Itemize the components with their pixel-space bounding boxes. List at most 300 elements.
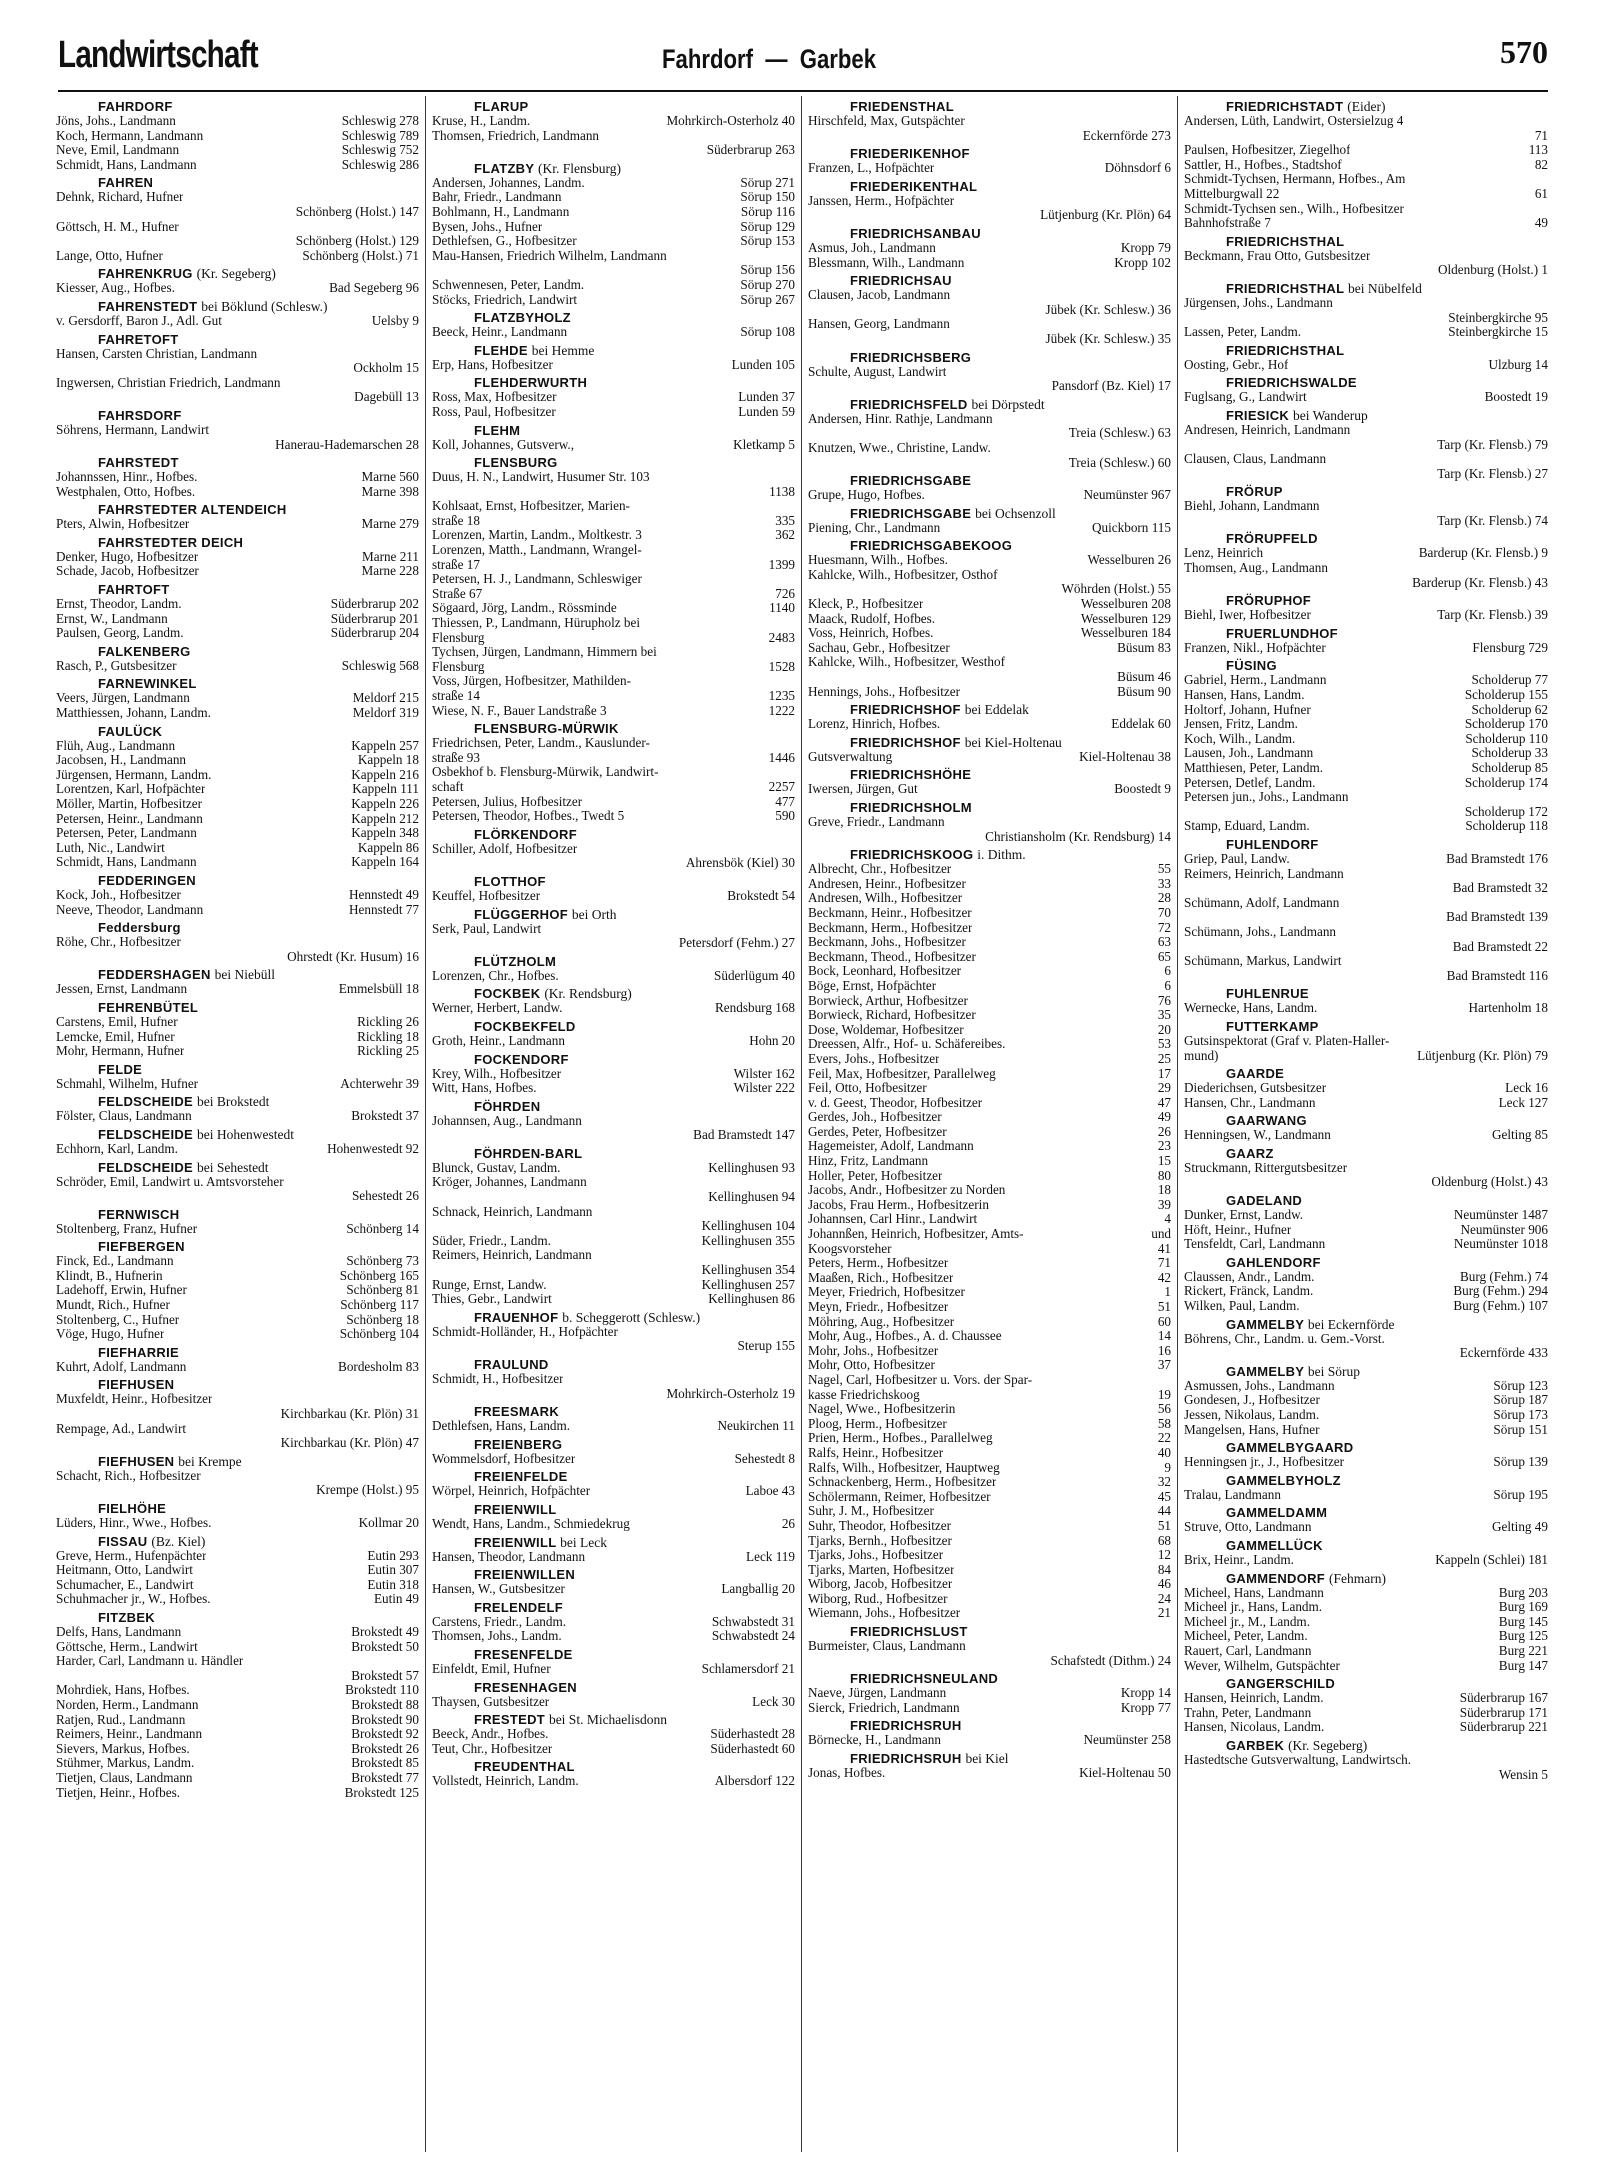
place-name: FREIENWILL xyxy=(474,1534,557,1550)
entry-phone: Wilster 222 xyxy=(733,1080,795,1096)
entry-name: Clausen, Jacob, Landmann xyxy=(808,288,951,303)
place-heading xyxy=(432,1099,795,1114)
entry-name: Schumacher, E., Landwirt xyxy=(56,1577,194,1592)
entry-name: Andresen, Wilh., Hofbesitzer xyxy=(808,891,963,906)
entry-phone: Langballig 20 xyxy=(721,1581,795,1597)
entry-name: Micheel jr., M., Landm. xyxy=(1184,1614,1310,1629)
entry-name: Bahr, Friedr., Landmann xyxy=(432,190,562,205)
place-heading xyxy=(808,702,1171,717)
directory-entry xyxy=(432,1001,795,1016)
place-heading xyxy=(432,721,795,736)
entry-phone xyxy=(791,922,795,937)
entry-phone: Brokstedt 110 xyxy=(345,1682,419,1698)
place-heading xyxy=(432,1437,795,1452)
entry-name: Klindt, B., Hufnerin xyxy=(56,1268,163,1283)
directory-entry xyxy=(432,1278,795,1293)
place-heading xyxy=(56,644,419,659)
directory-entry xyxy=(56,1698,419,1713)
directory-entry xyxy=(1184,1332,1548,1347)
entry-name: Kröger, Johannes, Landmann xyxy=(432,1175,587,1190)
place-name: FIEFHUSEN xyxy=(98,1377,175,1393)
entry-phone: Steinbergkirche 15 xyxy=(1448,324,1548,340)
directory-entry xyxy=(808,1577,1171,1592)
place-name: FIEFHUSEN xyxy=(98,1453,175,1469)
directory-entry xyxy=(808,194,1171,209)
entry-name: Jessen, Ernst, Landmann xyxy=(56,982,188,997)
entry-phone-continuation: Eckernförde 433 xyxy=(1459,1345,1548,1361)
entry-name: Schmahl, Wilhelm, Hufner xyxy=(56,1076,199,1091)
directory-entry xyxy=(432,358,795,373)
entry-phone: Süderbrarup 221 xyxy=(1459,1719,1548,1735)
entry-name: Dreessen, Alfr., Hof- u. Schäfereibes. xyxy=(808,1037,1006,1052)
place-qualifier: bei Leck xyxy=(560,1534,607,1550)
entry-phone xyxy=(1167,288,1171,303)
entry-name: Gerdes, Joh., Hofbesitzer xyxy=(808,1110,942,1125)
place-name: FRIEDRICHSHOF xyxy=(850,702,961,718)
entry-name: Werner, Herbert, Landw. xyxy=(432,1001,563,1016)
entry-name: Stöcks, Friedrich, Landwirt xyxy=(432,292,578,307)
entry-phone: Eddelak 60 xyxy=(1111,716,1171,732)
place-name: FRÖRUPHOF xyxy=(1226,593,1312,609)
directory-entry xyxy=(808,488,1171,503)
directory-entry xyxy=(56,1360,419,1375)
entry-phone: Meldorf 215 xyxy=(352,690,419,706)
place-heading xyxy=(56,582,419,597)
entry-name: Möhring, Aug., Hofbesitzer xyxy=(808,1314,955,1329)
directory-entry xyxy=(56,659,419,674)
entry-phone: 68 xyxy=(1157,1532,1171,1548)
entry-name: Prien, Herm., Hofbes., Parallelweg xyxy=(808,1431,993,1446)
entry-phone-continuation: Jübek (Kr. Schlesw.) 36 xyxy=(1045,301,1171,317)
directory-entry xyxy=(808,1198,1171,1213)
directory-entry xyxy=(808,521,1171,536)
place-qualifier: bei Hohenwestedt xyxy=(196,1126,295,1142)
directory-entry xyxy=(808,641,1171,656)
entry-phone xyxy=(415,347,419,362)
place-name: FAHRETOFT xyxy=(98,331,179,347)
directory-entry xyxy=(808,626,1171,641)
directory-entry xyxy=(808,1504,1171,1519)
entry-name: Beeck, Andr., Hofbes. xyxy=(432,1727,549,1742)
directory-entry xyxy=(808,1154,1171,1169)
entry-name: Struckmann, Rittergutsbesitzer xyxy=(1184,1160,1348,1175)
directory-entry xyxy=(56,143,419,158)
entry-phone: 65 xyxy=(1157,948,1171,964)
directory-entry xyxy=(432,278,795,293)
place-heading xyxy=(432,827,795,842)
entry-phone xyxy=(415,1422,419,1437)
column-2 xyxy=(426,96,802,2152)
entry-phone: Hohn 20 xyxy=(749,1032,795,1048)
directory-entry xyxy=(56,1077,419,1092)
directory-entry xyxy=(808,1052,1171,1067)
entry-phone-continuation: Krempe (Holst.) 95 xyxy=(316,1482,419,1498)
entry-name: Krey, Wilh., Hofbesitzer xyxy=(432,1066,562,1081)
place-heading xyxy=(432,99,795,114)
directory-entry xyxy=(808,161,1171,176)
directory-entry xyxy=(1184,202,1548,217)
entry-phone: Kollmar 20 xyxy=(358,1515,419,1530)
place-heading xyxy=(808,226,1171,241)
entry-name: Schulte, August, Landwirt xyxy=(808,364,947,379)
place-name: FRIEDRICHSWALDE xyxy=(1226,375,1357,391)
entry-phone: Süderbrarup 201 xyxy=(330,610,419,626)
entry-phone: 2483 xyxy=(768,629,795,645)
entry-phone: Quickborn 115 xyxy=(1092,519,1171,535)
entry-phone: Kellinghusen 86 xyxy=(708,1291,795,1307)
entry-name: Muxfeldt, Heinr., Hofbesitzer xyxy=(56,1392,213,1407)
directory-entry xyxy=(432,543,795,558)
directory-entry xyxy=(808,1534,1171,1549)
place-heading xyxy=(808,146,1171,161)
directory-entry xyxy=(432,293,795,308)
directory-entry xyxy=(432,220,795,235)
entry-name: Gabriel, Herm., Landmann xyxy=(1184,673,1327,688)
entry-name: Tjarks, Bernh., Hofbesitzer xyxy=(808,1533,952,1548)
entry-name: Keuffel, Hofbesitzer xyxy=(432,888,541,903)
directory-entry xyxy=(1184,216,1548,231)
entry-phone xyxy=(415,1654,419,1669)
entry-phone: Brokstedt 88 xyxy=(351,1696,419,1712)
entry-name: Ploog, Herm., Hofbesitzer xyxy=(808,1416,947,1431)
entry-name: Lange, Otto, Hufner xyxy=(56,248,163,263)
entry-phone: Hartenholm 18 xyxy=(1468,1000,1548,1016)
entry-name: Heitmann, Otto, Landwirt xyxy=(56,1563,193,1578)
directory-entry xyxy=(432,1372,795,1387)
entry-phone xyxy=(1167,568,1171,583)
entry-name: Thaysen, Gutsbesitzer xyxy=(432,1694,550,1709)
place-qualifier: bei Sehestedt xyxy=(196,1159,269,1175)
directory-entry xyxy=(56,1549,419,1564)
entry-phone: Scholderup 33 xyxy=(1471,745,1548,761)
entry-name: Kohlsaat, Ernst, Hofbesitzer, Marien- xyxy=(432,499,630,514)
entry-phone-continuation: Kellinghusen 94 xyxy=(708,1189,795,1205)
entry-phone: 1399 xyxy=(768,556,795,572)
entry-name: Neeve, Theodor, Landmann xyxy=(56,902,204,917)
entry-name: Schade, Jacob, Hofbesitzer xyxy=(56,564,199,579)
place-qualifier: bei Böklund (Schlesw.) xyxy=(201,298,328,314)
entry-name: Janssen, Herm., Hofpächter xyxy=(808,193,955,208)
directory-entry xyxy=(808,1733,1171,1748)
entry-phone: Sörup 267 xyxy=(740,291,795,307)
place-heading xyxy=(432,907,795,922)
directory-entry xyxy=(808,1358,1171,1373)
place-heading xyxy=(808,506,1171,521)
entry-name: Wendt, Hans, Landm., Schmiedekrug xyxy=(432,1516,630,1531)
directory-entry xyxy=(56,1578,419,1593)
entry-phone: Schönberg 73 xyxy=(346,1253,419,1269)
entry-phone: 12 xyxy=(1157,1547,1171,1563)
entry-phone: 40 xyxy=(1157,1444,1171,1460)
directory-entry xyxy=(1184,452,1548,467)
entry-name: Claussen, Andr., Landm. xyxy=(1184,1269,1315,1284)
directory-entry xyxy=(432,1727,795,1742)
directory-entry xyxy=(432,528,795,543)
place-name: FRIEDRICHSRUH xyxy=(850,1718,962,1734)
directory-entry xyxy=(432,1695,795,1710)
directory-entry xyxy=(56,1516,419,1531)
page-header xyxy=(58,28,1548,92)
entry-name: Göttsch, H. M., Hufner xyxy=(56,219,179,234)
place-name: FLARUP xyxy=(474,99,529,114)
place-name: FRIEDRICHSKOOG xyxy=(850,847,974,863)
entry-name: Piening, Chr., Landmann xyxy=(808,520,941,535)
entry-name: Friedrichsen, Peter, Landm., Kauslunder- xyxy=(432,736,650,751)
place-qualifier: bei Hemme xyxy=(531,342,595,358)
entry-phone xyxy=(791,249,795,264)
entry-phone-continuation: Petersdorf (Fehm.) 27 xyxy=(678,935,795,951)
entry-name: Hansen, Georg, Landmann xyxy=(808,317,950,332)
directory-entry xyxy=(808,288,1171,303)
place-heading xyxy=(808,1624,1171,1639)
place-heading xyxy=(808,179,1171,194)
entry-phone xyxy=(415,190,419,205)
entry-name: Hansen, Nicolaus, Landm. xyxy=(1184,1720,1325,1735)
entry-phone: Brokstedt 90 xyxy=(351,1711,419,1727)
place-name: FAHRTOFT xyxy=(98,582,170,598)
entry-phone: 6 xyxy=(1164,977,1171,993)
entry-phone: Burg 169 xyxy=(1498,1599,1548,1615)
place-heading xyxy=(1184,1538,1548,1553)
entry-phone: 14 xyxy=(1157,1328,1171,1344)
entry-phone: Süderbrarup 167 xyxy=(1459,1690,1548,1706)
directory-entry xyxy=(56,826,419,841)
place-qualifier: i. Dithm. xyxy=(977,847,1026,863)
entry-name: Schiller, Adolf, Hofbesitzer xyxy=(432,841,578,856)
entry-phone-continuation: Kirchbarkau (Kr. Plön) 47 xyxy=(280,1435,419,1451)
entry-phone xyxy=(1544,954,1548,969)
place-name: FOCKENDORF xyxy=(474,1051,569,1067)
place-heading xyxy=(1184,531,1548,546)
entry-name: Biehl, Iwer, Hofbesitzer xyxy=(1184,608,1311,623)
entry-name: Rempage, Ad., Landwirt xyxy=(56,1421,187,1436)
entry-name: Iwersen, Jürgen, Gut xyxy=(808,782,918,797)
directory-entry xyxy=(432,325,795,340)
place-name: GAMMELDAMM xyxy=(1226,1505,1328,1521)
place-heading xyxy=(432,1404,795,1419)
entry-name: Micheel jr., Hans, Landm. xyxy=(1184,1600,1323,1615)
place-name: FEHRENBÜTEL xyxy=(98,999,199,1015)
place-name: FAHRENKRUG xyxy=(98,266,193,282)
entry-name: Andresen, Heinr., Hofbesitzer xyxy=(808,876,966,891)
directory-entry xyxy=(56,888,419,903)
directory-entry xyxy=(56,1109,419,1124)
place-name: FLEHDERWURTH xyxy=(474,375,588,391)
entry-name: Huesmann, Wilh., Hofbes. xyxy=(808,553,948,568)
directory-entry xyxy=(56,597,419,612)
place-heading xyxy=(432,1310,795,1325)
entry-phone: Flensburg 729 xyxy=(1472,639,1548,655)
entry-name: Sögaard, Jörg, Landm., Rössminde xyxy=(432,601,617,616)
entry-name: Wiemann, Johs., Hofbesitzer xyxy=(808,1606,961,1621)
directory-entry xyxy=(1184,1001,1548,1016)
entry-phone: 16 xyxy=(1157,1342,1171,1358)
directory-entry xyxy=(1184,172,1548,187)
entry-name: Ross, Max, Hofbesitzer xyxy=(432,390,557,405)
directory-entry xyxy=(432,1081,795,1096)
entry-name: Andersen, Lüth, Landwirt, Ostersielzug 4 xyxy=(1184,114,1404,128)
entry-phone: Hennstedt 49 xyxy=(349,886,419,902)
entry-name: Schümann, Adolf, Landmann xyxy=(1184,895,1340,910)
directory-entry xyxy=(56,903,419,918)
directory-entry xyxy=(432,645,795,660)
entry-phone-continuation: 1138 xyxy=(769,483,795,499)
entry-name: Thomsen, Johs., Landm. xyxy=(432,1629,562,1644)
place-name: FAHRSTEDTER DEICH xyxy=(98,534,244,550)
directory-entry xyxy=(432,1484,795,1499)
entry-name: Lorenzen, Martin, Landm., Moltkestr. 3 xyxy=(432,528,642,543)
entry-phone: Schönberg 14 xyxy=(346,1220,419,1236)
place-name: GANGERSCHILD xyxy=(1226,1676,1336,1692)
entry-phone: Burg (Fehm.) 107 xyxy=(1453,1298,1548,1314)
entry-phone-continuation: Ohrstedt (Kr. Husum) 16 xyxy=(287,948,419,964)
place-name: GAMMELBYGAARD xyxy=(1226,1440,1354,1456)
place-name: FREIENWILL xyxy=(474,1501,557,1517)
entry-phone: 19 xyxy=(1157,1386,1171,1402)
place-name: GAMMELBY xyxy=(1226,1363,1304,1379)
place-heading xyxy=(1184,1571,1548,1586)
place-qualifier: (Bz. Kiel) xyxy=(151,1533,206,1549)
directory-entry xyxy=(1184,1096,1548,1111)
entry-phone: Süderbrarup 202 xyxy=(330,596,419,612)
directory-entry xyxy=(432,1175,795,1190)
place-name: FÖHRDEN-BARL xyxy=(474,1145,583,1161)
place-name: GAARDE xyxy=(1226,1066,1285,1082)
entry-name: Jacobs, Frau Herm., Hofbesitzerin xyxy=(808,1197,989,1212)
directory-entry xyxy=(808,365,1171,380)
directory-entry xyxy=(1184,1423,1548,1438)
directory-entry xyxy=(432,249,795,264)
place-heading xyxy=(56,535,419,550)
place-heading xyxy=(1184,1066,1548,1081)
place-name: FRIEDRICHSGABEKOOG xyxy=(850,538,1013,554)
directory-entry xyxy=(56,1254,419,1269)
entry-phone-continuation: Brokstedt 57 xyxy=(351,1667,419,1683)
place-heading xyxy=(56,455,419,470)
directory-entry xyxy=(432,176,795,191)
directory-entry xyxy=(1184,1455,1548,1470)
entry-name: Petersen, H. J., Landmann, Schleswiger xyxy=(432,572,642,587)
directory-entry xyxy=(1184,1586,1548,1601)
place-name: FLEHDE xyxy=(474,342,528,358)
directory-entry xyxy=(1184,296,1548,311)
directory-entry xyxy=(56,1392,419,1407)
directory-entry xyxy=(56,1298,419,1313)
entry-name: Beckmann, Theod., Hofbesitzer xyxy=(808,949,976,964)
place-name: FIELHÖHE xyxy=(98,1501,167,1516)
directory-entry xyxy=(808,1329,1171,1344)
place-heading xyxy=(56,1610,419,1625)
entry-phone-continuation: Bad Bramstedt 22 xyxy=(1452,938,1548,954)
entry-phone xyxy=(1544,114,1548,129)
place-qualifier: (Kr. Segeberg) xyxy=(196,266,276,282)
directory-entry xyxy=(808,1169,1171,1184)
place-heading xyxy=(432,1469,795,1484)
entry-name: Borwieck, Richard, Hofbesitzer xyxy=(808,1008,976,1023)
entry-phone xyxy=(791,842,795,857)
place-qualifier: (Fehmarn) xyxy=(1328,1570,1386,1586)
place-name: FRIEDRICHSRUH xyxy=(850,1751,962,1767)
directory-entry xyxy=(808,1592,1171,1607)
entry-name: Petersen, Theodor, Hofbes., Twedt 5 xyxy=(432,809,625,824)
entry-phone: Laboe 43 xyxy=(745,1483,795,1499)
place-heading xyxy=(56,724,419,739)
place-heading xyxy=(1184,626,1548,641)
directory-entry xyxy=(1184,1644,1548,1659)
directory-entry xyxy=(432,390,795,405)
entry-name: Wiborg, Rud., Hofbesitzer xyxy=(808,1591,948,1606)
entry-name: Henningsen jr., J., Hofbesitzer xyxy=(1184,1455,1345,1470)
entry-phone xyxy=(791,129,795,144)
directory-entry xyxy=(808,1388,1171,1403)
directory-entry xyxy=(1184,746,1548,761)
place-name: FÖHRDEN xyxy=(474,1098,541,1114)
entry-phone xyxy=(415,220,419,235)
place-heading xyxy=(1184,1146,1548,1161)
entry-phone: Schwabstedt 24 xyxy=(711,1628,795,1644)
entry-phone: Lunden 37 xyxy=(738,389,795,405)
entry-phone: Büsum 83 xyxy=(1117,639,1171,655)
place-name: FELDSCHEIDE xyxy=(98,1126,194,1142)
entry-name: Tietjen, Heinr., Hofbes. xyxy=(56,1785,181,1800)
entry-name: v. Gersdorff, Baron J., Adl. Gut xyxy=(56,313,222,328)
directory-entry xyxy=(432,922,795,937)
entry-phone: Kellinghusen 93 xyxy=(708,1159,795,1175)
directory-entry xyxy=(1184,1600,1548,1615)
entry-phone-continuation: Wensin 5 xyxy=(1498,1766,1548,1782)
place-name: FAHRDORF xyxy=(98,99,173,114)
place-name: FERNWISCH xyxy=(98,1206,180,1222)
entry-name: Reimers, Heinrich, Landmann xyxy=(1184,866,1344,881)
directory-entry xyxy=(56,1327,419,1342)
place-heading xyxy=(432,1600,795,1615)
entry-phone: Süderlügum 40 xyxy=(714,967,795,983)
directory-entry xyxy=(808,1490,1171,1505)
entry-phone xyxy=(1544,896,1548,911)
entry-name: straße 93 xyxy=(432,750,480,765)
entry-name: Ratjen, Rud., Landmann xyxy=(56,1712,186,1727)
section-title: Landwirtschaft xyxy=(58,34,258,76)
directory-entry xyxy=(808,782,1171,797)
entry-phone: 49 xyxy=(1157,1109,1171,1125)
directory-entry xyxy=(808,1139,1171,1154)
directory-entry xyxy=(56,1592,419,1607)
directory-entry xyxy=(1184,1408,1548,1423)
entry-name: Kuhrt, Adolf, Landmann xyxy=(56,1359,187,1374)
entry-name: straße 18 xyxy=(432,513,480,528)
entry-phone: 23 xyxy=(1157,1138,1171,1154)
directory-entry xyxy=(432,1615,795,1630)
page-number: 570 xyxy=(1500,34,1548,70)
entry-phone: 61 xyxy=(1534,185,1548,201)
directory-entry xyxy=(432,660,795,675)
entry-phone: 24 xyxy=(1157,1590,1171,1606)
entry-phone xyxy=(791,765,795,780)
entry-phone xyxy=(791,616,795,631)
entry-phone: Scholderup 174 xyxy=(1464,774,1548,790)
entry-phone: Büsum 90 xyxy=(1117,683,1171,699)
place-heading xyxy=(1184,1473,1548,1488)
entry-phone: Eutin 49 xyxy=(373,1591,419,1607)
directory-entry xyxy=(432,1452,795,1467)
entry-name: Böhrens, Chr., Landm. u. Gem.-Vorst. xyxy=(1184,1331,1385,1346)
entry-phone: 113 xyxy=(1528,142,1548,158)
entry-name: Gerdes, Peter, Hofbesitzer xyxy=(808,1124,947,1139)
entry-name: Schuhmacher jr., W., Hofbes. xyxy=(56,1592,211,1607)
entry-name: Wiese, N. F., Bauer Landstraße 3 xyxy=(432,703,607,718)
entry-name: Röhe, Chr., Hofbesitzer xyxy=(56,935,181,950)
entry-phone: Burg 125 xyxy=(1498,1628,1548,1644)
